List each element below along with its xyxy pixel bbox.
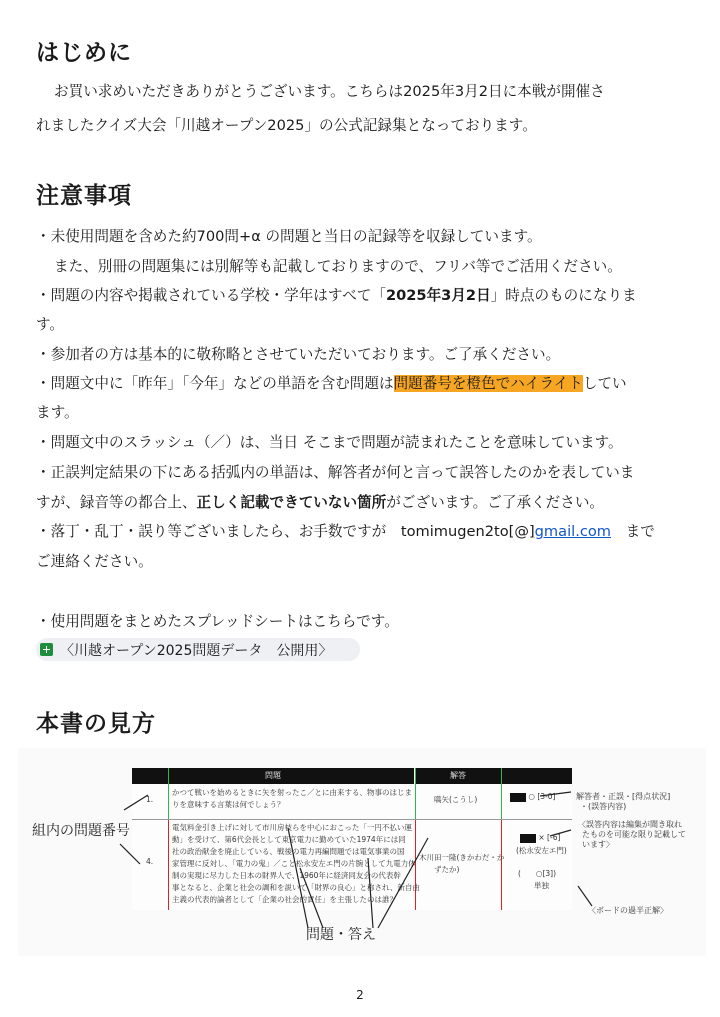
row2-question-1: 電気料金引き上げに対して市川房枝らを中心におこった「一円不払い運 [172, 823, 412, 832]
callout-line [550, 830, 571, 836]
note-item-3: ・参加者の方は基本的に敬称略とさせていただいております。ご了承ください。 [36, 346, 561, 363]
row2-result-2: (松永安左エ門) [516, 846, 567, 855]
note-item-7 [36, 520, 655, 541]
intro-line-1: お買い求めいただきありがとうございます。こちらは2025年3月2日に本戦が開催さ [54, 83, 605, 100]
label-wrong-note-3: います〉 [582, 840, 614, 849]
note-item-1-cont: また、別冊の問題集には別解等も記載しておりますので、フリバ等でご活用ください。 [54, 258, 622, 275]
note-item-6-post: がございます。ご了承ください。 [386, 494, 605, 511]
row2-number: 4. [146, 857, 154, 866]
label-answerer: 解答者・正誤・[得点状況] [576, 792, 671, 801]
row2-result-1-text: × [-6] [538, 833, 561, 842]
note-item-4-cont: ます。 [36, 404, 79, 421]
row1-number: 1. [146, 795, 154, 804]
email-link[interactable]: gmail.com [534, 523, 611, 540]
callout-line [378, 838, 428, 928]
table-header-answer: 解答 [415, 768, 501, 784]
note-item-2-pre: ・問題の内容や掲載されている学校・学年はすべて「 [36, 287, 386, 304]
row2-question-7: 主義の代表的論者として「企業の社会的責任」を主張したのは誰？ [172, 895, 397, 904]
label-wrong-note-1: 〈誤答内容は編集が聞き取れ [578, 820, 682, 829]
row2-question-4: 家管理に反対し、「電力の鬼」／こと松永安左エ門の片腕として九電力体 [172, 859, 416, 868]
note-item-2-cont: す。 [36, 316, 65, 333]
row2-question-5: 制の実現に尽力した日本の財界人で、1960年に経済同友会の代表幹 [172, 871, 401, 880]
note-item-2-date: 2025年3月2日 [385, 287, 491, 304]
howto-heading: 本書の見方 [36, 711, 156, 737]
note-item-2-post: 」時点のものになりま [490, 287, 637, 304]
spreadsheet-link-label: 〈川越オープン2025問題データ 公開用〉 [60, 642, 333, 659]
callout-line [578, 886, 592, 906]
callout-line [124, 795, 148, 810]
intro-line-2: れましたクイズ大会「川越オープン2025」の公式記録集となっております。 [36, 117, 537, 134]
note-item-7-cont: ご連絡ください。 [36, 553, 153, 570]
callout-line [540, 792, 571, 796]
callout-line [120, 844, 140, 864]
row2-result-3: ( ○[3]) [518, 869, 557, 878]
label-wrong-note-2: たものを可能な限り記載して [582, 830, 686, 839]
sample-figure [18, 748, 706, 956]
note-item-7-pre: ・落丁・乱丁・誤り等ございましたら、お手数ですが tomimugen2to[@] [36, 523, 535, 540]
note-item-5: ・問題文中のスラッシュ（／）は、当日 そこまで問題が読まれたことを意味しています。 [36, 434, 623, 451]
row2-question-3: 社の政治献金を廃止している、戦後の電力再編問題では電気事業の国 [172, 847, 405, 856]
label-board: 〈ボードの過半正解〉 [588, 906, 668, 915]
row1-answer: 嚆矢(こうし) [434, 795, 478, 804]
note-item-6-bold: 正しく記載できていない箇所 [196, 494, 387, 511]
note-item-4 [36, 372, 627, 393]
note-item-7-post: まで [611, 523, 655, 540]
note-item-4-pre: ・問題文中に「昨年」「今年」などの単語を含む問題は [36, 375, 394, 392]
row2-answer-1: 木川田一隆(きかわだ・か [419, 853, 505, 862]
table-header-question: 問題 [132, 768, 414, 784]
row1-result-text: ○ [3-0] [528, 792, 556, 801]
callout-line [368, 858, 373, 928]
callout-line [288, 828, 308, 928]
callout-line [300, 868, 323, 928]
note-item-8: ・使用問題をまとめたスプレッドシートはこちらです。 [36, 613, 399, 630]
row2-answer-2: ずたか) [434, 865, 460, 874]
spreadsheet-icon [40, 643, 53, 656]
row2-result-4: 単独 [534, 881, 549, 890]
notes-heading: 注意事項 [36, 183, 132, 209]
note-item-1: ・未使用問題を含めた約700問+α の問題と当日の記録等を収録しています。 [36, 228, 542, 245]
note-item-4-highlight: 問題番号を橙色でハイライト [393, 375, 583, 392]
page-number: 2 [356, 988, 364, 1002]
row1-question-2: りを意味する言葉は何でしょう？ [172, 800, 285, 809]
label-group-number: 組内の問題番号 [32, 823, 130, 839]
note-item-4-post: してい [582, 375, 627, 392]
row2-question-2: 動」を受けて、第6代会長として東京電力に勤めていた1974年には同 [172, 835, 406, 844]
row1-question-1: かつて戦いを始めるときに矢を射ったこ／とに由来する、物事のはじま [172, 788, 412, 797]
note-item-6-pre: すが、録音等の都合上、 [36, 494, 197, 511]
note-item-6-cont [36, 491, 604, 512]
spreadsheet-link-chip[interactable] [36, 638, 360, 661]
note-item-2 [36, 284, 637, 305]
label-question-answer: 問題・答え [306, 927, 376, 943]
note-item-6: ・正誤判定結果の下にある括弧内の単語は、解答者が何と言って誤答したのかを表していま [36, 464, 635, 481]
intro-heading: はじめに [36, 40, 132, 66]
label-wrong: ・(誤答内容) [580, 802, 627, 811]
row2-question-6: 事となると、企業と社会の調和を説いて「財界の良心」と称され、新自由 [172, 883, 420, 892]
